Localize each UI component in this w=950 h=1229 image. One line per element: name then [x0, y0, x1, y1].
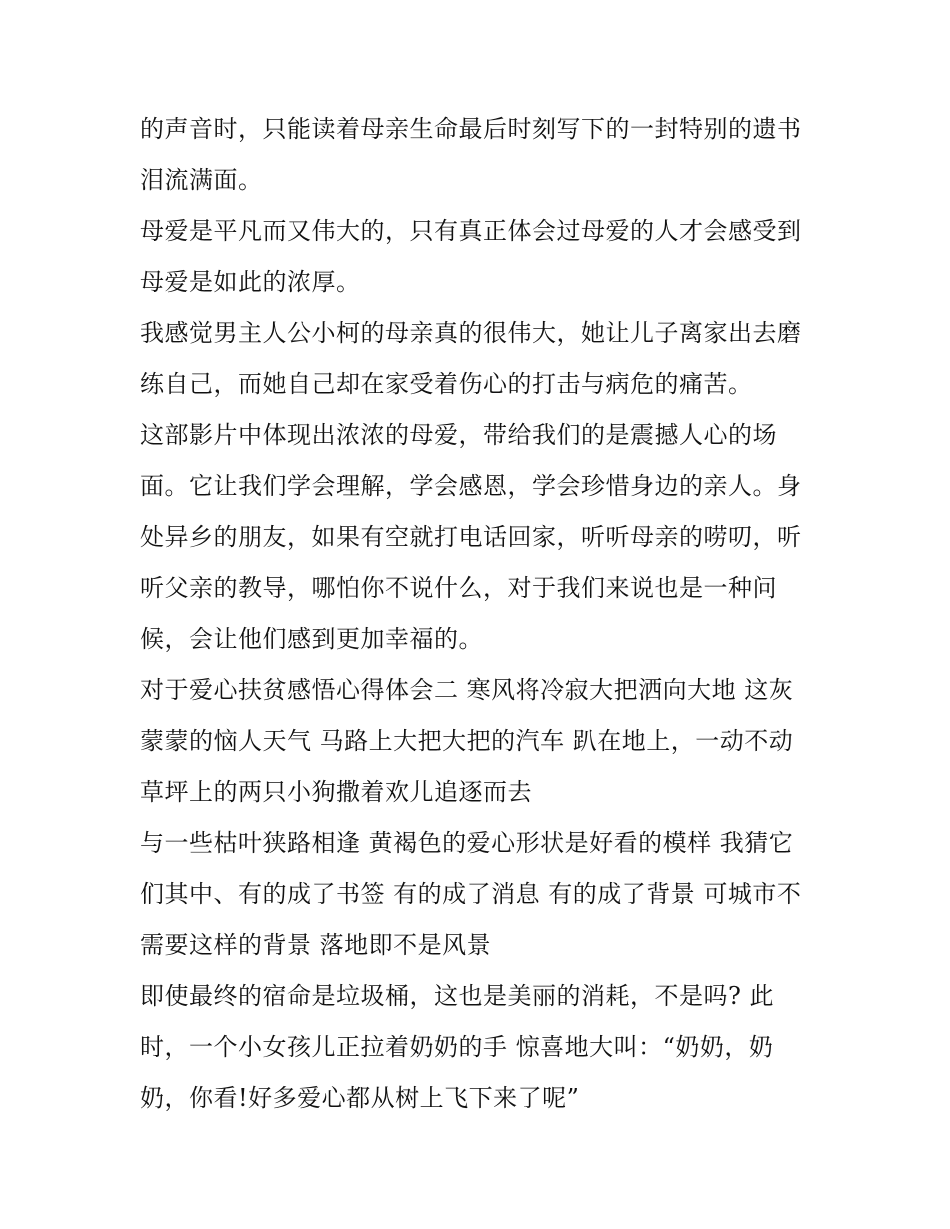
text-line-20: 奶，你看!好多爱心都从树上飞下来了呢” — [140, 1084, 580, 1112]
text-line-16: 们其中、有的成了书签 有的成了消息 有的成了背景 可城市不 — [140, 880, 802, 908]
text-line-6: 练自己，而她自己却在家受着伤心的打击与病危的痛苦。 — [140, 370, 753, 398]
text-line-3: 母爱是平凡而又伟大的，只有真正体会过母爱的人才会感受到 — [140, 217, 802, 245]
text-line-8: 面。它让我们学会理解，学会感恩，学会珍惜身边的亲人。身 — [140, 472, 802, 500]
body-text — [140, 104, 830, 1124]
text-line-13: 蒙蒙的恼人天气 马路上大把大把的汽车 趴在地上，一动不动 — [140, 727, 794, 755]
text-line-1: 的声音时，只能读着母亲生命最后时刻写下的一封特别的遗书 — [140, 115, 802, 143]
text-line-14: 草坪上的两只小狗撒着欢儿追逐而去 — [140, 778, 532, 806]
text-line-12: 对于爱心扶贫感悟心得体会二 寒风将冷寂大把洒向大地 这灰 — [140, 676, 794, 704]
text-line-11: 候，会让他们感到更加幸福的。 — [140, 625, 483, 653]
text-line-18: 即使最终的宿命是垃圾桶，这也是美丽的消耗，不是吗? 此 — [140, 982, 774, 1010]
text-line-19: 时，一个小女孩儿正拉着奶奶的手 惊喜地大叫：“奶奶，奶 — [140, 1033, 774, 1061]
text-line-5: 我感觉男主人公小柯的母亲真的很伟大，她让儿子离家出去磨 — [140, 319, 802, 347]
text-line-15: 与一些枯叶狭路相逢 黄褐色的爱心形状是好看的模样 我猜它 — [140, 829, 794, 857]
text-line-2: 泪流满面。 — [140, 166, 263, 194]
text-line-10: 听父亲的教导，哪怕你不说什么，对于我们来说也是一种问 — [140, 574, 777, 602]
text-line-7: 这部影片中体现出浓浓的母爱，带给我们的是震撼人心的场 — [140, 421, 777, 449]
text-line-4: 母爱是如此的浓厚。 — [140, 268, 361, 296]
text-line-9: 处异乡的朋友，如果有空就打电话回家，听听母亲的唠叨，听 — [140, 523, 802, 551]
text-line-17: 需要这样的背景 落地即不是风景 — [140, 931, 492, 959]
